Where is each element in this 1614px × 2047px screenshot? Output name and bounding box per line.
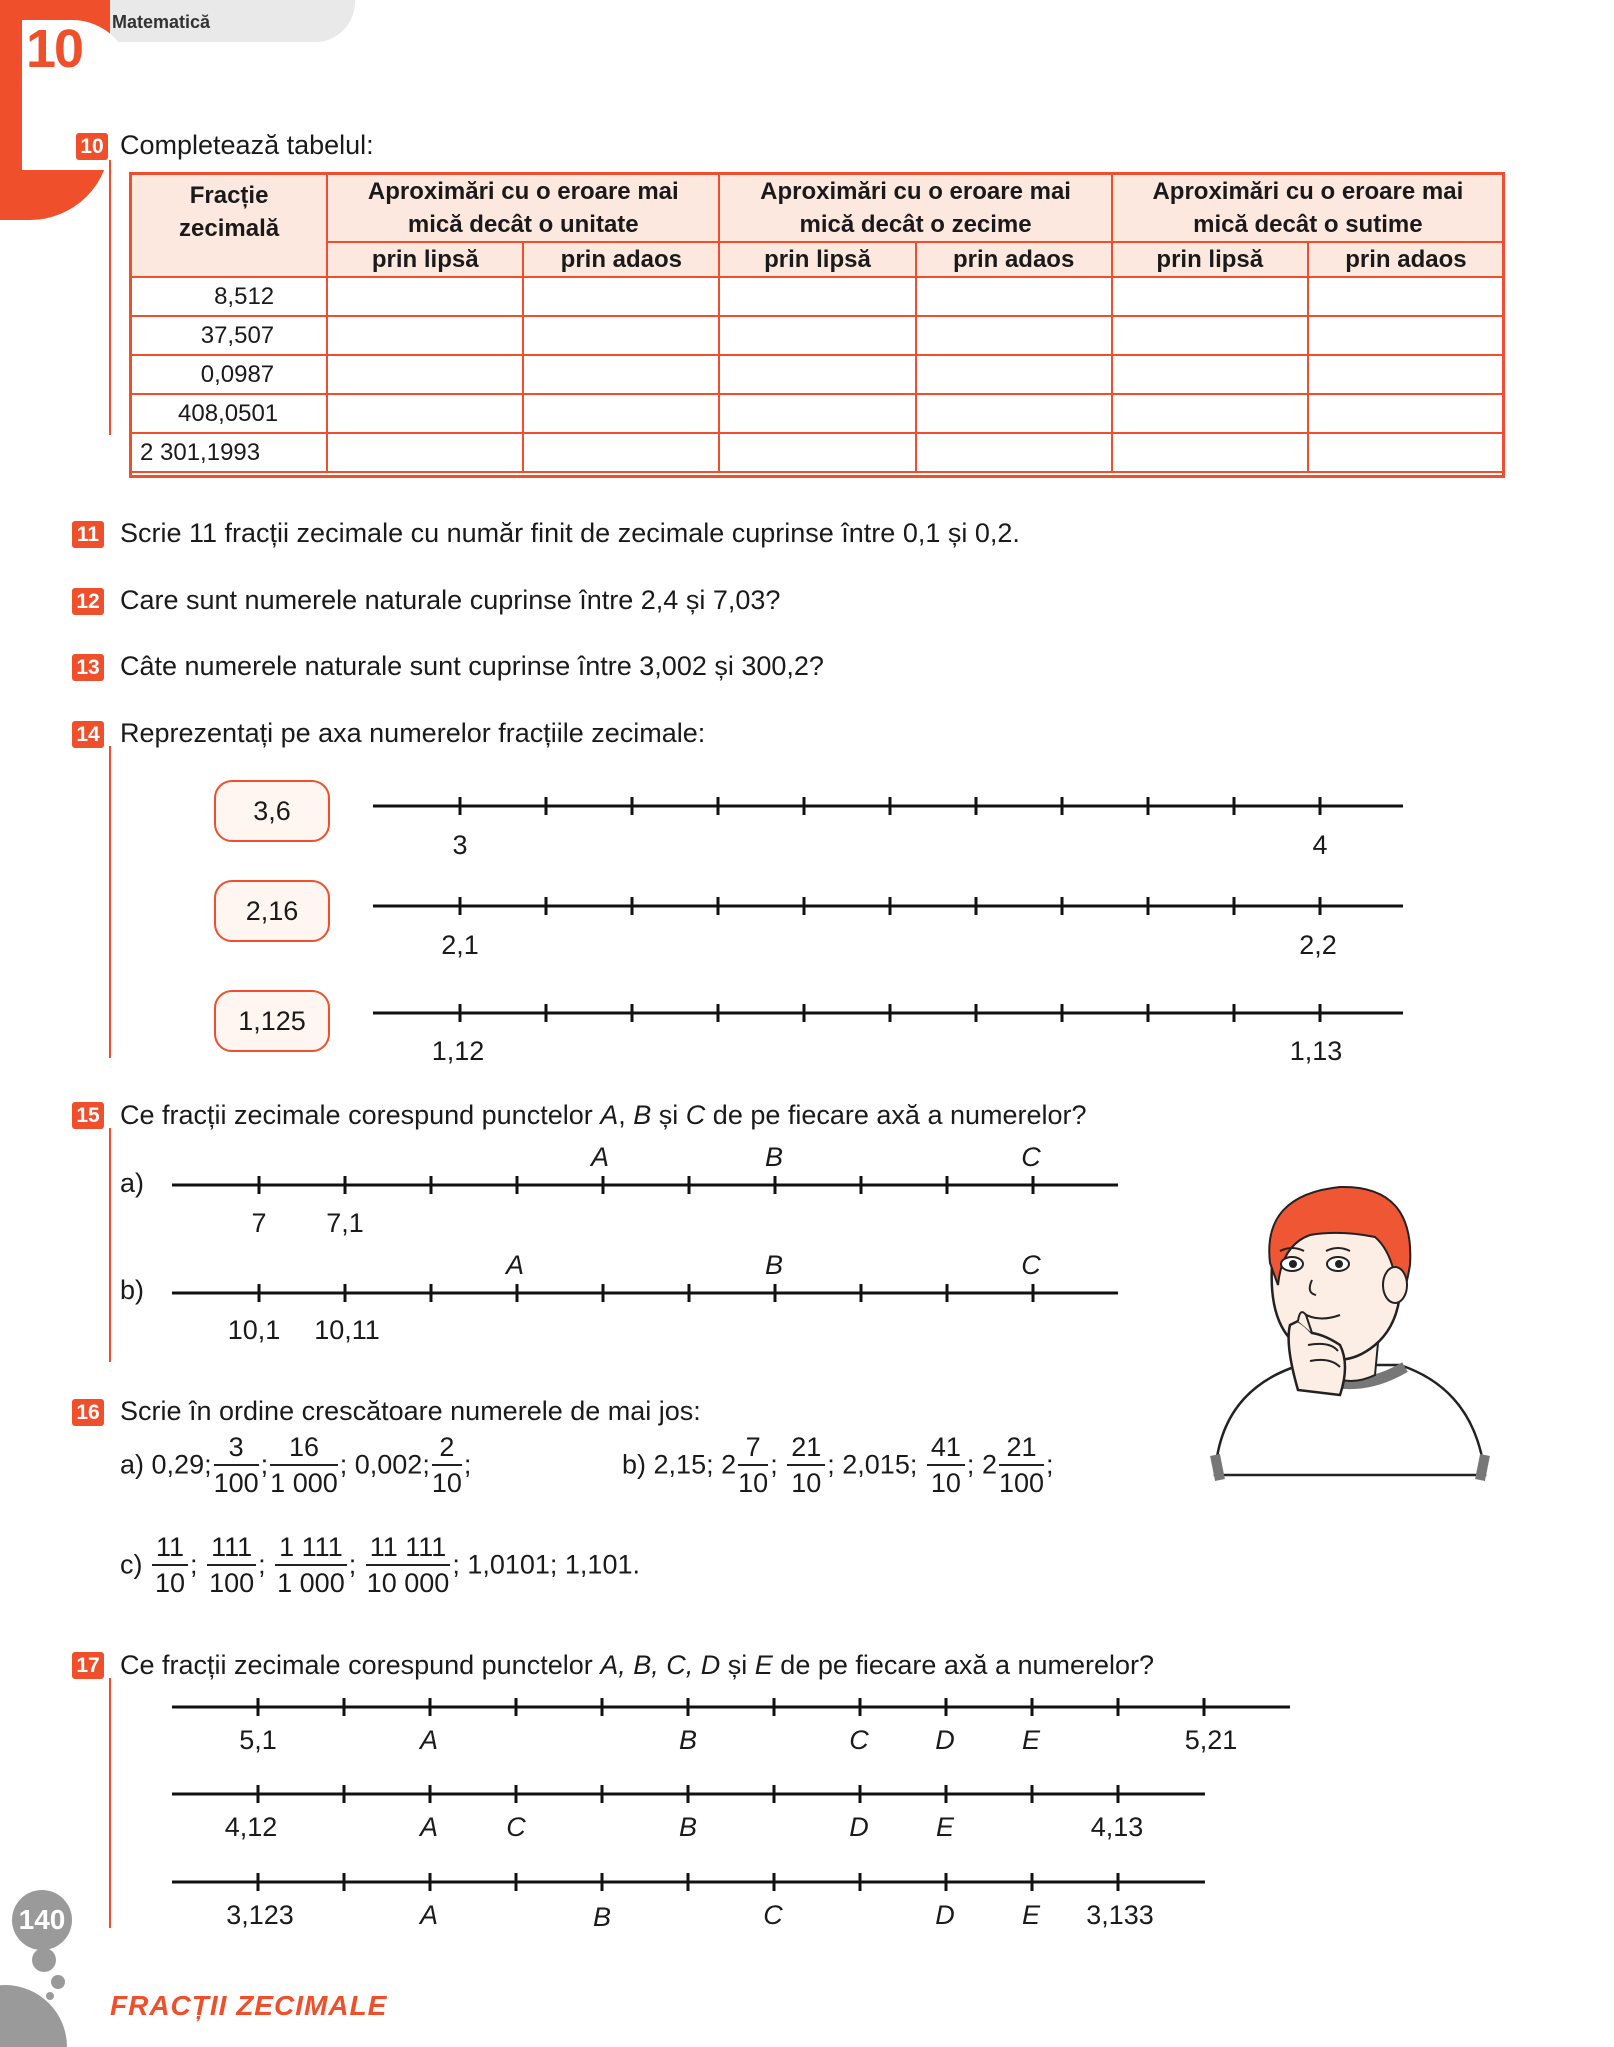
point-label-A: A xyxy=(419,1900,439,1930)
exercise-14-text: Reprezentați pe axa numerelor fracțiile zecimale: xyxy=(120,718,706,748)
point-label-A: A xyxy=(590,1142,610,1172)
fraction: $\frac{41}{10}$ xyxy=(927,1430,965,1500)
subheader-lipsa: prin lipsă xyxy=(719,242,915,277)
subject-title: Matematică xyxy=(112,12,211,32)
point-label-B: B xyxy=(678,1812,698,1842)
fraction: $\frac{21}{10}$ xyxy=(787,1430,825,1500)
axis-tick-label: 5,1 xyxy=(239,1725,277,1755)
exercise-rule xyxy=(109,1678,111,1928)
exercise-badge-10: 10 xyxy=(76,133,108,160)
header-unit: Aproximări cu o eroare mai mică decât o unitate xyxy=(327,174,719,242)
axis-tick-label: 7,1 xyxy=(326,1208,364,1238)
part-label-b: b) xyxy=(120,1275,145,1305)
point-label-C: C xyxy=(1021,1142,1041,1172)
point-label-D: D xyxy=(849,1812,869,1842)
axis-tick-label: 1,12 xyxy=(431,1036,485,1066)
axis-tick-label: 4,12 xyxy=(224,1812,278,1842)
exercise-11-text: Scrie 11 fracții zecimale cu număr finit de zecimale cuprinse între 0,1 și 0,2. xyxy=(120,518,1020,548)
exercise-10-text: Completează tabelul: xyxy=(120,130,374,160)
exercise-16-b: b) 2,15; 2 $\frac{7}{10}$ ; $\frac{21}{10}$ ; 2,015; $\frac{41}{10}$ ; 2 $\frac{21}{100}$ ; xyxy=(622,1432,1054,1498)
axis-tick-label: 7 xyxy=(251,1208,267,1238)
axis-tick-label: 10,1 xyxy=(227,1315,281,1345)
subheader-adaos: prin adaos xyxy=(1308,242,1504,277)
subheader-adaos: prin adaos xyxy=(916,242,1112,277)
point-label-E: E xyxy=(1021,1725,1041,1755)
exercise-15-text: Ce fracții zecimale corespund punctelor A, B și C de pe fiecare axă a numerelor? xyxy=(120,1100,1087,1130)
axis-tick-label: 2,1 xyxy=(441,930,479,960)
point-label-D: D xyxy=(935,1725,955,1755)
point-label-D: D xyxy=(935,1900,955,1930)
point-label-B: B xyxy=(764,1142,784,1172)
point-label-A: A xyxy=(505,1250,525,1280)
fraction: $\frac{16}{1 000}$ xyxy=(270,1432,338,1498)
point-label-C: C xyxy=(763,1900,783,1930)
exercise-17-text: Ce fracții zecimale corespund punctelor A, B, C, D și E de pe fiecare axă a numerelor? xyxy=(120,1650,1155,1680)
header-fraction: Fracție zecimală xyxy=(131,174,327,277)
point-label-C: C xyxy=(506,1812,526,1842)
point-label-E: E xyxy=(935,1812,955,1842)
axis-tick-label: 5,21 xyxy=(1184,1725,1238,1755)
chapter-footer-title: FRACȚII ZECIMALE xyxy=(110,1990,388,2021)
exercise-16-text: Scrie în ordine crescătoare numerele de mai jos: xyxy=(120,1396,701,1426)
axis-tick-label: 4,13 xyxy=(1090,1812,1144,1842)
exercise-12-text: Care sunt numerele naturale cuprinse între 2,4 și 7,03? xyxy=(120,585,781,615)
point-label-C: C xyxy=(849,1725,869,1755)
fraction: $\frac{111}{100}$ xyxy=(209,1532,255,1598)
row-value: 37,507 xyxy=(131,316,327,355)
fraction: $\frac{2}{10}$ xyxy=(431,1432,462,1498)
axis-tick-label: 3,133 xyxy=(1086,1900,1154,1930)
fraction: $\frac{3}{100}$ xyxy=(213,1432,259,1498)
chapter-number: 10 xyxy=(26,19,83,79)
header-tenth: Aproximări cu o eroare mai mică decât o zecime xyxy=(719,174,1111,242)
header-hundredth: Aproximări cu o eroare mai mică decât o sutime xyxy=(1112,174,1504,242)
row-value: 0,0987 xyxy=(131,355,327,394)
value-box: 3,6 xyxy=(214,780,330,842)
fraction: $\frac{11}{10}$ xyxy=(152,1530,188,1600)
axis-tick-label: 3 xyxy=(452,830,468,860)
exercise-badge-17: 17 xyxy=(72,1652,104,1679)
point-label-B: B xyxy=(764,1250,784,1280)
value-box: 1,125 xyxy=(214,990,330,1052)
part-label-a: a) xyxy=(120,1168,145,1198)
exercise-badge-12: 12 xyxy=(72,588,104,615)
exercise-badge-16: 16 xyxy=(72,1399,104,1426)
fraction: $\frac{1 111}{1 000}$ xyxy=(277,1532,345,1598)
point-label-B: B xyxy=(592,1902,612,1932)
subheader-adaos: prin adaos xyxy=(523,242,719,277)
exercise-badge-13: 13 xyxy=(72,654,104,681)
row-value: 2 301,1993 xyxy=(131,433,327,472)
point-label-E: E xyxy=(1021,1900,1041,1930)
row-value: 408,0501 xyxy=(131,394,327,433)
point-label-B: B xyxy=(678,1725,698,1755)
subheader-lipsa: prin lipsă xyxy=(327,242,523,277)
exercise-badge-15: 15 xyxy=(72,1102,104,1129)
axis-tick-label: 10,11 xyxy=(314,1315,380,1345)
corner-decoration xyxy=(0,1930,110,2047)
point-label-A: A xyxy=(419,1812,439,1842)
point-label-C: C xyxy=(1021,1250,1041,1280)
row-value: 8,512 xyxy=(131,277,327,316)
subheader-lipsa: prin lipsă xyxy=(1112,242,1308,277)
thinking-boy-illustration xyxy=(1200,1175,1500,1505)
exercise-16-a: a) 0,29; $\frac{3}{100}$ ; $\frac{16}{1 000}$ ; 0,002; $\frac{2}{10}$ ; xyxy=(120,1432,472,1498)
fraction: $\frac{7}{10}$ xyxy=(738,1432,769,1498)
exercise-badge-14: 14 xyxy=(72,721,104,748)
point-label-A: A xyxy=(419,1725,439,1755)
exercise-rule xyxy=(109,1128,111,1362)
fraction: $\frac{21}{100}$ xyxy=(998,1432,1045,1498)
exercise-13-text: Câte numerele naturale sunt cuprinse între 3,002 și 300,2? xyxy=(120,651,824,681)
axis-tick-label: 3,123 xyxy=(226,1900,294,1930)
axis-tick-label: 4 xyxy=(1312,830,1328,860)
axis-tick-label: 1,13 xyxy=(1289,1036,1343,1066)
exercise-badge-11: 11 xyxy=(72,521,104,548)
value-box: 2,16 xyxy=(214,880,330,942)
axis-tick-label: 2,2 xyxy=(1299,930,1337,960)
exercise-16-c: c) $\frac{11}{10}$ ; $\frac{111}{100}$ ; $\frac{1 111}{1 000}$ ; $\frac{11 111}{10 000}$ ; 1,0101; 1,101. xyxy=(120,1532,640,1598)
fraction: $\frac{11 111}{10 000}$ xyxy=(366,1532,450,1598)
page-number: 140 xyxy=(12,1890,72,1950)
